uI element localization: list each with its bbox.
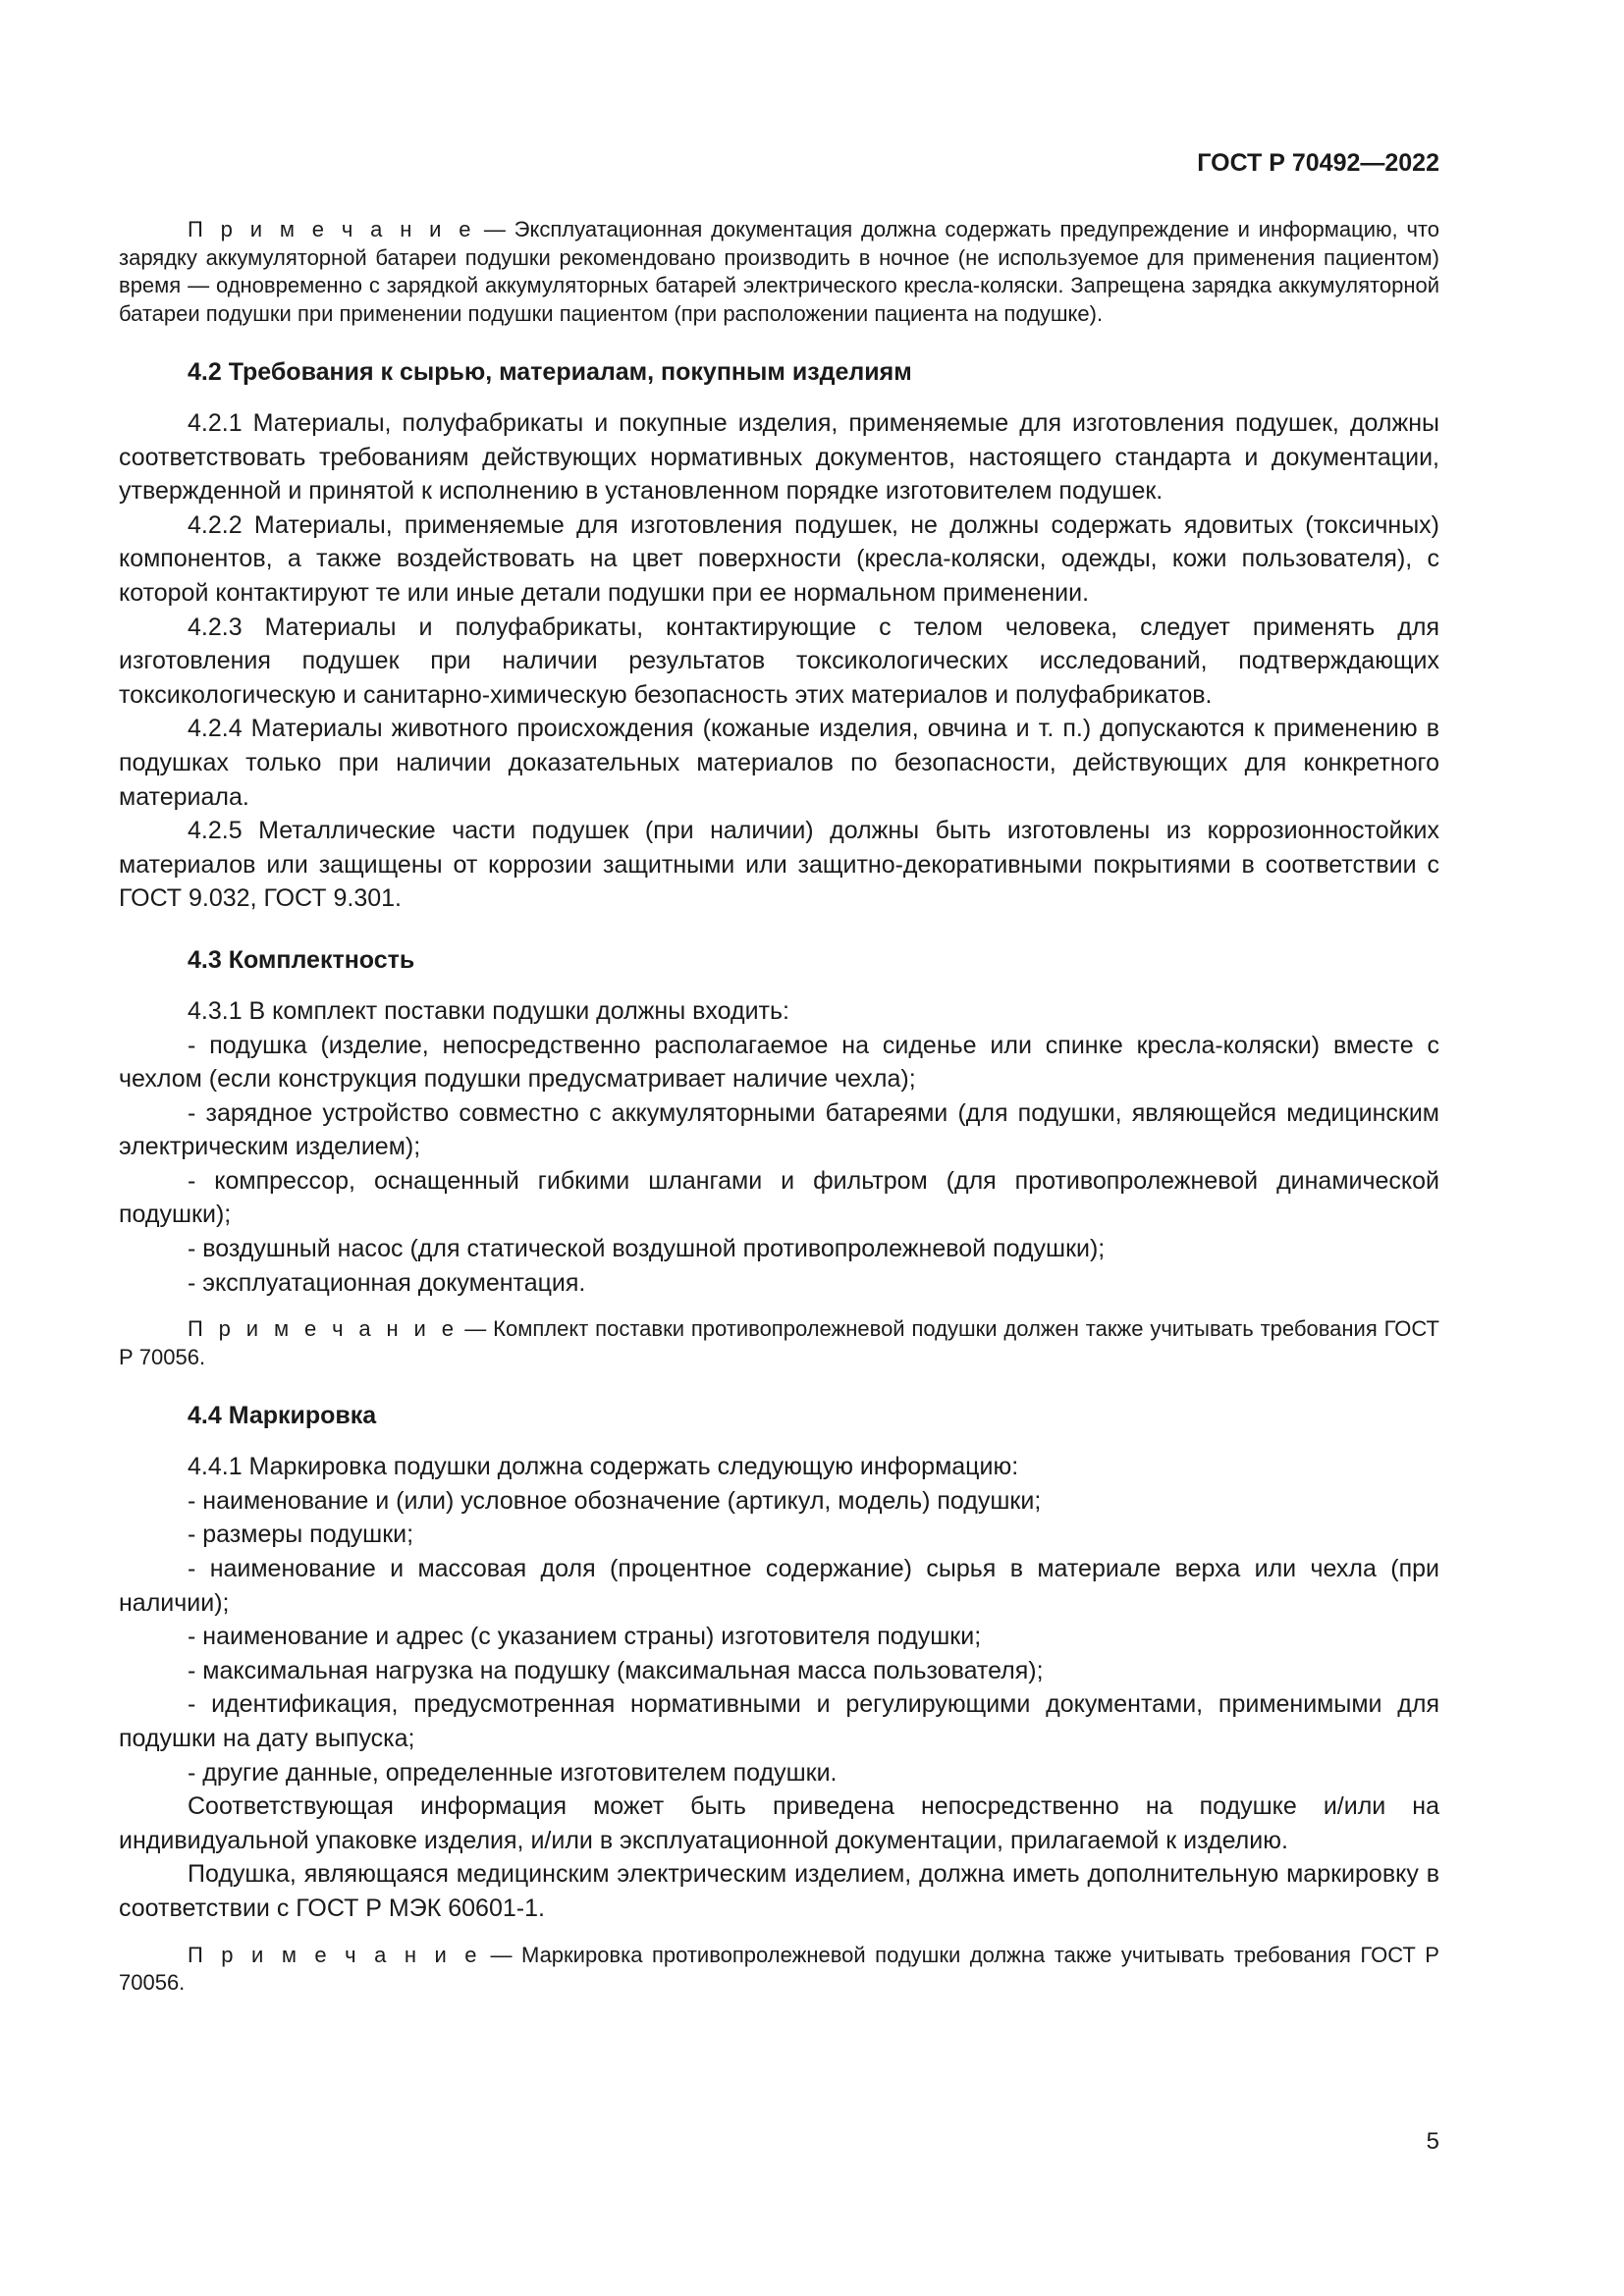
note-label: П р и м е ч а н и е: [188, 1942, 482, 1967]
note-text: — Маркировка противопролежневой подушки должна также учитывать требования ГОСТ Р 70056.: [119, 1942, 1439, 1996]
document-code-header: ГОСТ Р 70492—2022: [1197, 149, 1439, 177]
page-content: [119, 216, 1439, 1998]
note-text: — Комплект поставки противопролежневой подушки должен также учитывать требования ГОСТ Р 70056.: [119, 1316, 1439, 1369]
para-4-2-4: 4.2.4 Материалы животного происхождения (кожаные изделия, овчина и т. п.) допускаются к применению в подушках только при наличии доказательных материалов по безопасности, действующих для конкретного материала.: [119, 715, 1439, 811]
list-item: - эксплуатационная документация.: [188, 1268, 586, 1297]
list-item: - идентификация, предусмотренная нормативными и регулирующими документами, применимыми для подушки на дату выпуска;: [119, 1690, 1439, 1752]
note-label: П р и м е ч а н и е: [188, 1316, 459, 1342]
list-item: - другие данные, определенные изготовителем подушки.: [188, 1758, 838, 1787]
section-4-3-title: 4.3 Комплектность: [188, 945, 415, 974]
list-item: - размеры подушки;: [188, 1521, 414, 1549]
note-marking: [119, 1942, 1439, 1998]
para-4-3-1: 4.3.1 В комплект поставки подушки должны входить:: [188, 996, 789, 1025]
list-item: - зарядное устройство совместно с аккумуляторными батареями (для подушки, являющейся медицинским электрическим изделием);: [119, 1098, 1439, 1161]
list-item: - компрессор, оснащенный гибкими шлангами и фильтром (для противопролежневой динамической подушки);: [119, 1166, 1439, 1229]
section-4-4-title: 4.4 Маркировка: [188, 1402, 377, 1430]
list-item: - наименование и (или) условное обозначение (артикул, модель) подушки;: [188, 1486, 1042, 1515]
page-number: 5: [1426, 2128, 1439, 2155]
para-4-2-3: 4.2.3 Материалы и полуфабрикаты, контактирующие с телом человека, следует применять для изготовления подушек при наличии результатов токсикологических исследований, подтверждающих токсикологическую и санитарно-химическую безопасность этих материалов и полуфабрикатов.: [119, 613, 1439, 709]
para-4-2-1: 4.2.1 Материалы, полуфабрикаты и покупные изделия, применяемые для изготовления подушек, должны соответствовать требованиям действующих нормативных документов, настоящего стандарта и документации, утвержденной и принятой к исполнению в установленном порядке изготовителем подушек.: [119, 409, 1439, 506]
list-item: - максимальная нагрузка на подушку (максимальная масса пользователя);: [188, 1656, 1044, 1684]
para-4-4-info: Соответствующая информация может быть приведена непосредственно на подушке и/или на индивидуальной упаковке изделия, и/или в эксплуатационной документации, прилагаемой к изделию.: [119, 1792, 1439, 1854]
note-kit: [119, 1315, 1439, 1371]
para-4-2-5: 4.2.5 Металлические части подушек (при наличии) должны быть изготовлены из коррозионностойких материалов или защищены от коррозии защитными или защитно-декоративными покрытиями в соответствии с ГОСТ 9.032, ГОСТ 9.301.: [119, 817, 1439, 913]
list-item: - воздушный насос (для статической воздушной противопролежневой подушки);: [188, 1235, 1106, 1263]
para-4-4-electric: Подушка, являющаяся медицинским электрическим изделием, должна иметь дополнительную маркировку в соответствии с ГОСТ Р МЭК 60601-1.: [119, 1860, 1439, 1922]
para-4-4-1: 4.4.1 Маркировка подушки должна содержать следующую информацию:: [188, 1453, 1019, 1481]
list-item: - наименование и массовая доля (процентное содержание) сырья в материале верха или чехла (при наличии);: [119, 1555, 1439, 1617]
section-4-2-title: 4.2 Требования к сырью, материалам, покупным изделиям: [188, 358, 912, 386]
note-charging: [119, 216, 1439, 328]
list-item: - подушка (изделие, непосредственно располагаемое на сиденье или спинке кресла-коляски) вместе с чехлом (если конструкция подушки предусматривает наличие чехла);: [119, 1031, 1439, 1094]
note-text: — Эксплуатационная документация должна содержать предупреждение и информацию, что зарядку аккумуляторной батареи подушки рекомендовано производить в ночное (не используемое для применения пациентом) время — одновременно с зарядкой аккумуляторных батарей электрического кресла-коляски. Запрещена зарядка аккумуляторной батареи подушки при применении подушки пациентом (при расположении пациента на подушке).: [119, 217, 1439, 326]
para-4-2-2: 4.2.2 Материалы, применяемые для изготовления подушек, не должны содержать ядовитых (токсичных) компонентов, а также воздействовать на цвет поверхности (кресла-коляски, одежды, кожи пользователя), с которой контактируют те или иные детали подушки при ее нормальном применении.: [119, 510, 1439, 607]
list-item: - наименование и адрес (с указанием страны) изготовителя подушки;: [188, 1623, 982, 1651]
note-label: П р и м е ч а н и е: [188, 217, 476, 241]
